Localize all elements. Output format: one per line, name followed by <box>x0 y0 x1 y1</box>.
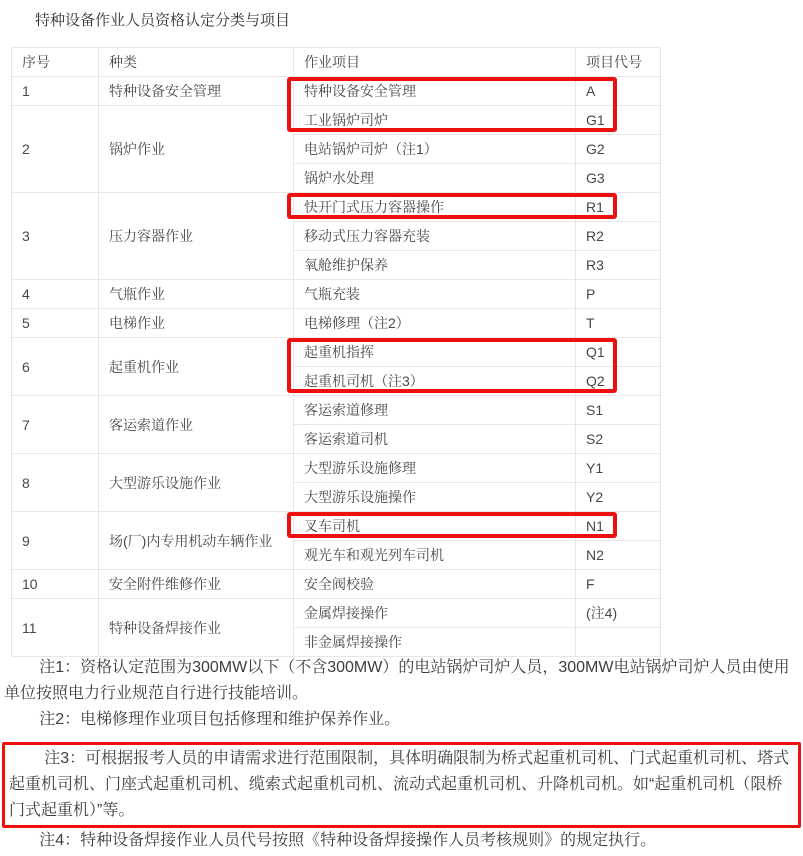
code-cell <box>576 628 661 657</box>
table-row <box>12 338 661 367</box>
table-body <box>12 77 661 657</box>
code-cell: T <box>576 309 661 338</box>
table-row <box>12 193 661 222</box>
project-cell: 客运索道修理 <box>294 396 576 425</box>
row-number-cell: 8 <box>12 454 99 512</box>
row-number-cell: 2 <box>12 106 99 193</box>
code-cell: G1 <box>576 106 661 135</box>
project-cell: 锅炉水处理 <box>294 164 576 193</box>
code-cell: R1 <box>576 193 661 222</box>
project-cell: 叉车司机 <box>294 512 576 541</box>
row-number-cell: 5 <box>12 309 99 338</box>
code-cell: Y2 <box>576 483 661 512</box>
code-cell: Y1 <box>576 454 661 483</box>
project-cell: 客运索道司机 <box>294 425 576 454</box>
table-row <box>12 599 661 628</box>
code-cell: N1 <box>576 512 661 541</box>
header-no: 序号 <box>12 48 99 77</box>
category-cell: 特种设备焊接作业 <box>99 599 294 657</box>
project-cell: 特种设备安全管理 <box>294 77 576 106</box>
code-cell: Q2 <box>576 367 661 396</box>
row-number-cell: 6 <box>12 338 99 396</box>
project-cell: 观光车和观光列车司机 <box>294 541 576 570</box>
project-cell: 快开门式压力容器操作 <box>294 193 576 222</box>
category-cell: 大型游乐设施作业 <box>99 454 294 512</box>
code-cell: R2 <box>576 222 661 251</box>
project-cell: 大型游乐设施操作 <box>294 483 576 512</box>
code-cell: S1 <box>576 396 661 425</box>
category-cell: 特种设备安全管理 <box>99 77 294 106</box>
project-cell: 氧舱维护保养 <box>294 251 576 280</box>
category-cell: 锅炉作业 <box>99 106 294 193</box>
project-cell: 金属焊接操作 <box>294 599 576 628</box>
project-cell: 移动式压力容器充装 <box>294 222 576 251</box>
note-4: 注4：特种设备焊接作业人员代号按照《特种设备焊接操作人员考核规则》的规定执行。 <box>39 832 657 849</box>
table-header-row <box>12 48 661 77</box>
header-category: 种类 <box>99 48 294 77</box>
code-cell: A <box>576 77 661 106</box>
code-cell: P <box>576 280 661 309</box>
qualification-table <box>11 47 661 657</box>
page-title: 特种设备作业人员资格认定分类与项目 <box>35 12 291 29</box>
project-cell: 起重机指挥 <box>294 338 576 367</box>
table-row <box>12 512 661 541</box>
table-row <box>12 454 661 483</box>
category-cell: 场(厂)内专用机动车辆作业 <box>99 512 294 570</box>
note-2: 注2：电梯修理作业项目包括修理和维护保养作业。 <box>39 711 401 728</box>
project-cell: 非金属焊接操作 <box>294 628 576 657</box>
project-cell: 电站锅炉司炉（注1） <box>294 135 576 164</box>
row-number-cell: 7 <box>12 396 99 454</box>
row-number-cell: 4 <box>12 280 99 309</box>
category-cell: 压力容器作业 <box>99 193 294 280</box>
notes-section <box>0 655 803 854</box>
category-cell: 电梯作业 <box>99 309 294 338</box>
project-cell: 电梯修理（注2） <box>294 309 576 338</box>
row-number-cell: 11 <box>12 599 99 657</box>
code-cell: G2 <box>576 135 661 164</box>
qualification-table-wrap <box>11 47 660 657</box>
code-cell: N2 <box>576 541 661 570</box>
category-cell: 客运索道作业 <box>99 396 294 454</box>
header-project: 作业项目 <box>294 48 576 77</box>
code-cell: S2 <box>576 425 661 454</box>
table-row <box>12 280 661 309</box>
code-cell: F <box>576 570 661 599</box>
category-cell: 安全附件维修作业 <box>99 570 294 599</box>
project-cell: 工业锅炉司炉 <box>294 106 576 135</box>
category-cell: 气瓶作业 <box>99 280 294 309</box>
code-cell: (注4) <box>576 599 661 628</box>
note-3: 注3：可根据报考人员的申请需求进行范围限制，具体明确限制为桥式起重机司机、门式起重机司机、塔式起重机司机、门座式起重机司机、缆索式起重机司机、流动式起重机司机、升降机司机。如“起重机司机（限桥门式起重机）”等。 <box>9 750 790 819</box>
row-number-cell: 1 <box>12 77 99 106</box>
table-row <box>12 309 661 338</box>
row-number-cell: 9 <box>12 512 99 570</box>
table-row <box>12 77 661 106</box>
table-row <box>12 106 661 135</box>
project-cell: 大型游乐设施修理 <box>294 454 576 483</box>
project-cell: 气瓶充装 <box>294 280 576 309</box>
project-cell: 安全阀校验 <box>294 570 576 599</box>
code-cell: R3 <box>576 251 661 280</box>
note-1: 注1：资格认定范围为300MW以下（不含300MW）的电站锅炉司炉人员，300MW电站锅炉司炉人员由使用单位按照电力行业规范自行进行技能培训。 <box>4 659 790 702</box>
row-number-cell: 10 <box>12 570 99 599</box>
category-cell: 起重机作业 <box>99 338 294 396</box>
row-number-cell: 3 <box>12 193 99 280</box>
code-cell: Q1 <box>576 338 661 367</box>
note3-highlight-box <box>2 742 801 828</box>
project-cell: 起重机司机（注3） <box>294 367 576 396</box>
table-row <box>12 570 661 599</box>
header-code: 项目代号 <box>576 48 661 77</box>
code-cell: G3 <box>576 164 661 193</box>
table-row <box>12 396 661 425</box>
